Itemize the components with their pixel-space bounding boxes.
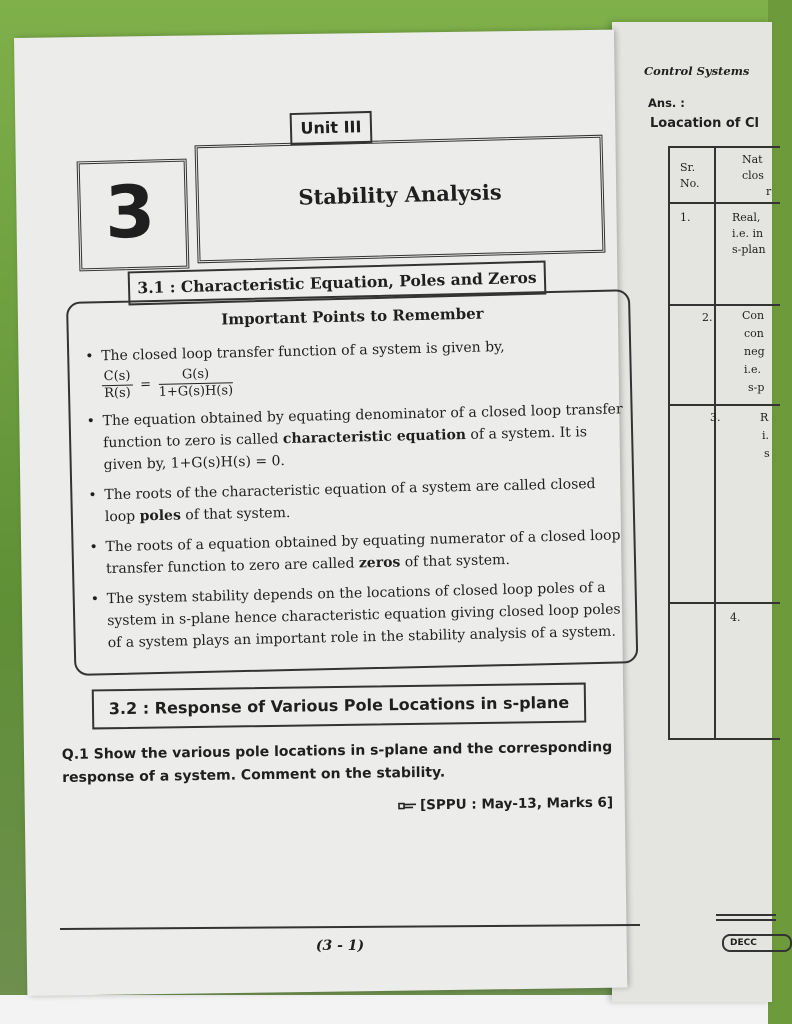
list-item [86,472,627,528]
point-text: The closed loop transfer function of a system is given by, [101,339,505,365]
table-cell: neg [744,345,765,358]
important-points-box [66,289,638,676]
table-cell: s-plan [732,243,766,256]
footer-rule [716,914,776,921]
table-column-divider [714,148,716,738]
numerator: C(s) [102,369,133,387]
answer-heading: Loacation of Cl [650,116,759,131]
point-text: The system stability depends on the locations of closed loop poles of a system in s-plane hence characteristic equation giving closed loop poles of a system plays an important role in the stability analysis of a system. [106,579,621,652]
table-cell: i.e. in [732,227,764,240]
bullet-icon: • [88,487,97,504]
fraction [158,366,233,401]
exam-reference-text: [SPPU : May-13, Marks 6] [419,794,614,814]
box-title: Important Points to Remember [220,304,484,329]
bullet-icon: • [85,348,94,365]
table-cell: 3. [710,411,721,424]
table-header-divider [670,202,780,204]
page-number: (3 - 1) [315,938,365,954]
bullet-icon: • [89,539,99,556]
table-row-divider [670,602,780,604]
unit-label: Unit III [290,111,373,145]
table-cell: Real, [732,211,761,224]
table-cell: Con [742,309,765,322]
table-cell: con [744,327,764,340]
point-text: The equation obtained by equating denominator of a closed loop transfer function to zero is called [102,401,623,452]
term-bold: poles [139,507,182,525]
table-header-cell: r [766,185,772,198]
chapter-title: Stability Analysis [298,179,502,210]
table-header-cell: clos [742,169,764,182]
list-item [83,333,624,402]
table-cell: R [760,411,769,424]
point-text: The roots of the characteristic equation of a system are called closed loop [104,476,596,526]
table-cell: i. [762,429,770,442]
section-heading: 3.2 : Response of Various Pole Locations in s-plane [92,683,587,730]
table-row-divider [670,304,780,306]
list-item [84,398,625,476]
table-header-cell: No. [680,177,700,190]
chapter-number: 3 [103,169,157,255]
table-cell: 2. [702,311,713,324]
table-cell: i.e. [744,363,762,376]
numerator: G(s) [158,366,233,385]
term-bold: characteristic equation [282,426,467,448]
pole-location-table [668,146,780,740]
point-text: of that system. [180,504,291,524]
pointing-hand-icon [398,800,418,811]
table-header-cell: Nat [742,153,763,166]
table-cell: 4. [730,611,741,624]
denominator: R(s) [103,385,131,402]
list-item [89,576,630,654]
exam-reference [398,794,628,813]
point-text: of that system. [400,551,510,571]
table-header-cell: Sr. [680,161,696,174]
table-cell: 1. [680,211,691,224]
table-cell: s [764,447,770,460]
transfer-function-equation [102,357,625,402]
bullet-icon: • [86,413,96,430]
term-bold: zeros [358,554,401,572]
running-header: Control Systems [644,64,750,78]
answer-label: Ans. : [648,96,685,110]
denominator: 1+G(s)H(s) [158,383,234,400]
equals-sign: = [139,376,152,392]
section-heading: 3.1 : Characteristic Equation, Poles and Zeros [128,261,547,306]
list-item [87,524,628,580]
table-cell: s-p [748,381,765,394]
question-text: Q.1 Show the various pole locations in s-plane and the corresponding response of a system. Comment on the stability. [61,739,613,786]
table-row-divider [670,404,780,406]
point-text: The roots of a equation obtained by equating numerator of a closed loop transfer function to zero are called [105,527,621,578]
bullet-icon: • [90,591,100,608]
point-text: of a system. It is given by, 1+G(s)H(s) = 0. [103,424,588,474]
fraction [102,369,134,403]
publisher-logo: DECC [722,934,792,952]
